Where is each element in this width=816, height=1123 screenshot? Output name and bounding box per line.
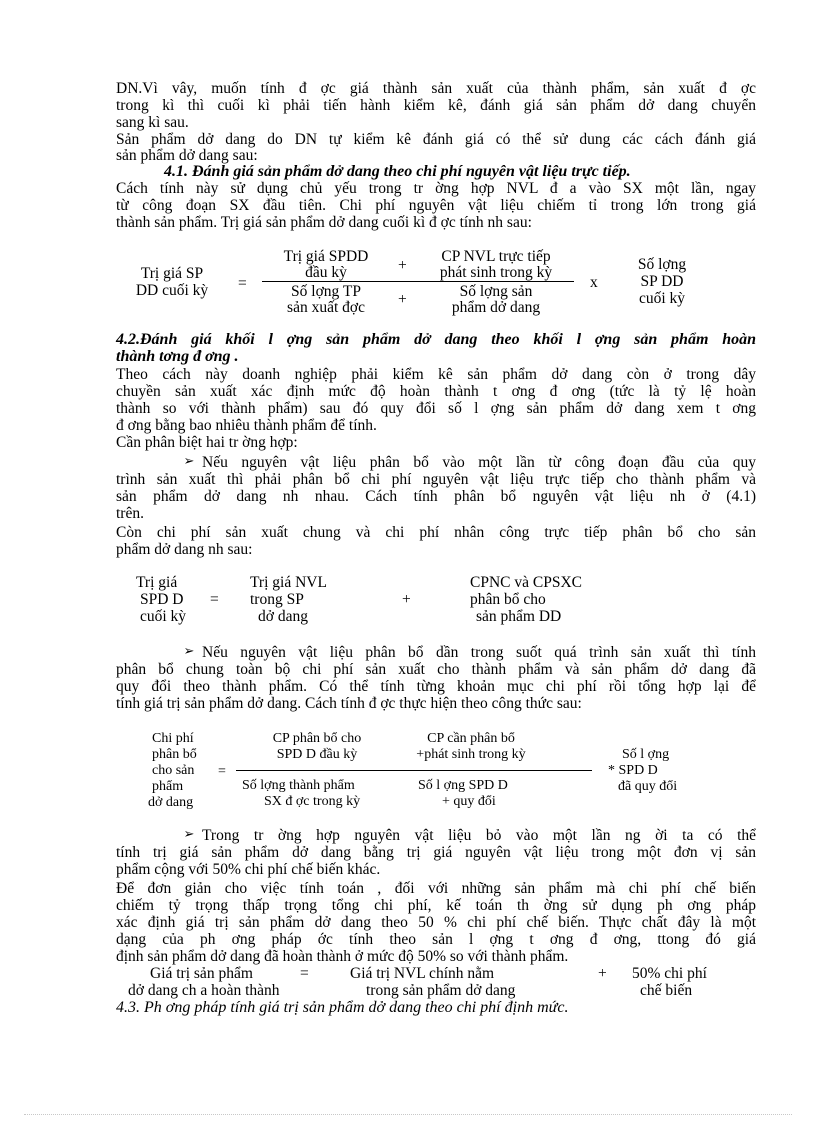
text-line: tính trị giá sản phẩm dở dang bằng trị giá nguyên vật liệu trong một đơn vị sản	[116, 844, 756, 861]
formula-term: chế biến	[640, 982, 693, 999]
formula-lhs-line: DD cuối kỳ	[135, 282, 209, 299]
formula-lhs-line: dở dang ch a hoàn thành	[128, 982, 280, 999]
denominator-term: Số lợng thành phẩm	[242, 778, 355, 793]
text-line: thành so với thành phẩm) sau đó quy đổi số l ợng sản phẩm dở dang xem t ơng	[116, 400, 756, 417]
text-line: tính giá trị sản phẩm dở dang. Cách tính đ ợc thực hiện theo công thức sau:	[116, 695, 582, 712]
text-line: trên.	[116, 505, 144, 522]
denominator-term: sản xuất đợc	[287, 299, 365, 316]
text-line: phẩm cộng với 50% chi phí chế biến khác.	[116, 861, 381, 878]
numerator-term: CP cần phân bổ	[427, 731, 515, 746]
formula-lhs-line: Giá trị sản phẩm	[150, 965, 253, 982]
text-line: DN.Vì vây, muốn tính đ ợc giá thành sản xuất của thành phẩm, sản xuất đ ợc	[116, 80, 756, 97]
formula-rhs-line: Số l ợng	[622, 747, 670, 762]
text-line: Sản phẩm dở dang do DN tự kiểm kê đánh giá có thể sử dung các cách đánh giá	[116, 131, 756, 148]
fraction-bar	[236, 770, 592, 771]
formula-term: trong sản phẩm dở dang	[366, 982, 516, 999]
plus-sign: +	[398, 257, 407, 274]
text-line: Cách tính này sử dụng chủ yếu trong tr ờng hợp NVL đ a vào SX một lần, ngay	[116, 180, 756, 197]
bullet-arrow-icon: ➢	[183, 643, 195, 658]
numerator-term: phát sinh trong kỳ	[439, 264, 553, 281]
formula-lhs-line: phân bổ	[152, 747, 197, 762]
formula-rhs-line: * SPD D	[608, 763, 658, 778]
numerator-term: CP phân bổ cho	[272, 731, 362, 746]
formula-lhs-line: Trị giá	[136, 574, 178, 591]
plus-sign: +	[598, 965, 607, 982]
formula-term: sản phẩm DD	[476, 608, 562, 625]
text-line: đ ơng bằng bao nhiêu thành phẩm để tính.	[116, 417, 377, 434]
numerator-term: SPD D đầu kỳ	[276, 747, 358, 762]
formula-term: CPNC và CPSXC	[470, 574, 582, 591]
formula-rhs-line: Số lợng	[637, 256, 687, 273]
text-line: chuyền sản xuất xác định mức độ hoàn thành t ơng đ ơng (tức là tỷ lệ hoàn	[116, 383, 756, 400]
formula-term: dở dang	[258, 608, 308, 625]
formula-rhs-line: đã quy đổi	[618, 779, 678, 794]
text-line: sản phẩm dở dang nh nhau. Cách tính phân bổ nguyên vật liệu nh ở (4.1)	[116, 488, 756, 505]
formula-rhs-line: cuối kỳ	[638, 290, 686, 307]
numerator-term: Trị giá SPDD	[283, 248, 369, 265]
equals-sign: =	[238, 275, 247, 292]
plus-sign: +	[398, 291, 407, 308]
equals-sign: =	[300, 965, 309, 982]
formula-term: trong SP	[250, 591, 304, 608]
fraction-bar	[262, 281, 574, 282]
equals-sign: =	[218, 764, 226, 779]
bullet-arrow-icon: ➢	[183, 453, 195, 468]
formula-term: 50% chi phí	[632, 965, 707, 982]
denominator-term: Số lợng sản	[459, 283, 533, 300]
denominator-term: Số lợng TP	[291, 283, 361, 300]
formula-term: Trị giá NVL	[250, 574, 327, 591]
denominator-term: Số l ợng SPD D	[418, 778, 508, 793]
text-line: Trong tr ờng hợp nguyên vật liệu bỏ vào một lần ng ời ta có thể	[202, 827, 756, 844]
formula-lhs-line: Chi phí	[152, 731, 194, 746]
text-line: sang kì sau.	[116, 114, 189, 131]
denominator-term: + quy đổi	[442, 794, 496, 809]
section-heading-4-3: 4.3. Ph ơng pháp tính giá trị sản phẩm dở dang theo chi phí định mức.	[116, 999, 569, 1016]
formula-lhs-line: SPD D	[140, 591, 184, 608]
numerator-term: CP NVL trực tiếp	[441, 248, 551, 265]
text-line: Để đơn giản cho việc tính toán , đối với những sản phẩm mà chi phí chế biến	[116, 880, 756, 897]
text-line: quy đổi theo thành phẩm. Có thể tính từng khoản mục chi phí rồi tổng hợp lại để	[116, 678, 756, 695]
text-line: chiếm tỷ trọng thấp trọng tổng chi phí, kế toán th ờng sử dụng ph ơng pháp	[116, 897, 756, 914]
denominator-term: phẩm dở dang	[451, 299, 541, 316]
text-line: Cần phân biệt hai tr ờng hợp:	[116, 434, 298, 451]
formula-lhs-line: dở dang	[148, 795, 194, 810]
formula-lhs-line: phẩm	[152, 779, 184, 794]
text-line: Còn chi phí sản xuất chung và chi phí nhân công trực tiếp phân bổ cho sản	[116, 524, 756, 541]
formula-lhs-line: cho sản	[152, 763, 195, 778]
formula-lhs-line: cuối kỳ	[140, 608, 187, 625]
text-line: Theo cách này doanh nghiệp phải kiểm kê sản phẩm dở dang còn ở trong dây	[116, 366, 756, 383]
section-heading-4-1: 4.1. Đánh giá sản phẩm dở dang theo chi phí nguyên vật liệu trực tiếp.	[164, 163, 631, 180]
formula-rhs-line: SP DD	[640, 273, 684, 290]
formula-term: Giá trị NVL chính nằm	[350, 965, 495, 982]
multiply-sign: x	[590, 274, 598, 291]
page-bottom-border	[24, 1114, 792, 1115]
text-line: trong kì thì cuối kì phải tiến hành kiểm kê, đánh giá sản phẩm dở dang chuyển	[116, 97, 756, 114]
text-line: từ công đoạn SX đầu tiên. Chi phí nguyên vật liệu chiếm tỉ trong lớn trong giá	[116, 197, 756, 214]
text-line: dạng của ph ơng pháp ớc tính theo sản l ợng t ơng đ ơng, ttong đó giá	[116, 931, 756, 948]
text-line: thành sản phẩm. Trị giá sản phẩm dở dang cuối kì đ ợc tính nh sau:	[116, 214, 532, 231]
section-heading-4-2: thành tơng đ ơng .	[116, 348, 239, 365]
section-heading-4-2: 4.2.Đánh giá khối l ợng sản phẩm dở dang theo khối l ợng sản phẩm hoàn	[116, 331, 756, 348]
text-line: phẩm dở dang nh sau:	[116, 541, 253, 558]
numerator-term: đầu kỳ	[305, 264, 347, 281]
equals-sign: =	[210, 591, 219, 608]
formula-term: phân bổ cho	[470, 591, 546, 608]
text-line: Nếu nguyên vật liệu phân bổ dần trong suốt quá trình sản xuất thì tính	[202, 644, 756, 661]
text-line: định sản phẩm dở dang đã hoàn thành ở mức độ 50% so với thành phẩm.	[116, 948, 569, 965]
text-line: phân bổ chung toàn bộ chi phí sản xuất cho thành phẩm và sản phẩm dở dang đã	[116, 661, 756, 678]
text-line: Nếu nguyên vật liệu phân bổ vào một lần từ công đoạn đầu của quy	[202, 454, 756, 471]
numerator-term: +phát sinh trong kỳ	[416, 747, 526, 762]
text-line: trình sản xuất thì phải phân bổ chi phí nguyên vật liệu trực tiếp cho thành phẩm và	[116, 471, 756, 488]
denominator-term: SX đ ợc trong kỳ	[264, 794, 361, 809]
bullet-arrow-icon: ➢	[183, 826, 195, 841]
text-line: xác định giá trị sản phẩm dở dang theo 50 % chi phí chế biến. Thực chất đây là một	[116, 914, 756, 931]
formula-lhs-line: Trị giá SP	[140, 265, 204, 282]
plus-sign: +	[402, 591, 411, 608]
text-line: sản phẩm dở dang sau:	[116, 147, 258, 164]
